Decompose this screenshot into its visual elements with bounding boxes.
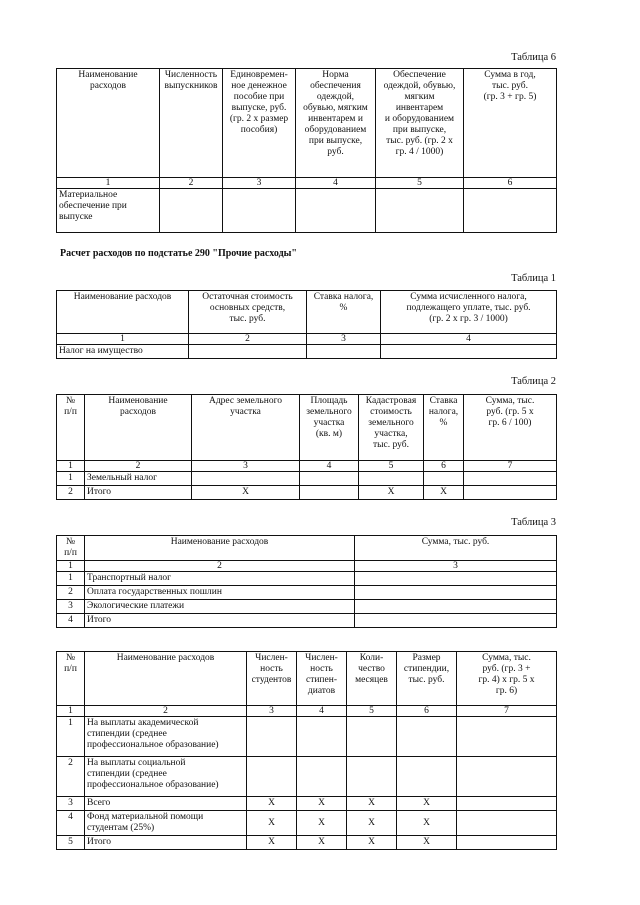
t2-cell <box>300 486 359 500</box>
t4-cell <box>347 757 397 797</box>
t2-num: 6 <box>424 461 464 472</box>
t4-cell <box>397 717 457 757</box>
t1-header-rate: Ставка налога, % <box>307 291 381 334</box>
t2-cell <box>359 472 424 486</box>
t1-cell <box>189 345 307 359</box>
t6-header-allowance: Единовремен- ное денежное пособие при выпуске, руб. (гр. 2 х размер пособия) <box>223 69 296 178</box>
t3-header-name: Наименование расходов <box>85 536 355 561</box>
t3-cell <box>355 572 557 586</box>
t2-cell <box>300 472 359 486</box>
t2-header-area: Площадь земельного участка (кв. м) <box>300 395 359 461</box>
t6-header-name: Наименование расходов <box>57 69 160 178</box>
t4-row-name: Фонд материальной помощи студентам (25%) <box>85 811 247 836</box>
t2-cell: X <box>424 486 464 500</box>
t1-num: 1 <box>57 334 189 345</box>
t3-cell <box>355 586 557 600</box>
t2-num: 4 <box>300 461 359 472</box>
t4-number-row <box>57 706 557 717</box>
t3-row-no: 1 <box>57 572 85 586</box>
t2-header-name: Наименование расходов <box>85 395 192 461</box>
t6-number-row <box>57 178 557 189</box>
t6-num: 3 <box>223 178 296 189</box>
table-row <box>57 345 557 359</box>
t4-cell: X <box>297 797 347 811</box>
t6-header-provision: Обеспечение одеждой, обувью, мягким инвентарем и оборудованием при выпуске, тыс. руб. (гр. 2 х гр. 4 / 1000) <box>376 69 464 178</box>
t4-cell: X <box>397 811 457 836</box>
t3-num: 2 <box>85 561 355 572</box>
t4-header-months: Коли- чество месяцев <box>347 652 397 706</box>
t4-cell <box>297 757 347 797</box>
table-row <box>57 717 557 757</box>
t4-cell: X <box>347 811 397 836</box>
table-6 <box>56 68 557 233</box>
t2-row-no: 2 <box>57 486 85 500</box>
t6-cell <box>464 189 557 233</box>
t1-row-name: Налог на имущество <box>57 345 189 359</box>
t3-row-no: 4 <box>57 614 85 628</box>
t2-cell <box>424 472 464 486</box>
t2-num: 5 <box>359 461 424 472</box>
t2-cell <box>192 472 300 486</box>
t4-cell <box>297 717 347 757</box>
t2-header-cadastral: Кадастровая стоимость земельного участка, тыс. руб. <box>359 395 424 461</box>
t3-row-name: Оплата государственных пошлин <box>85 586 355 600</box>
t3-cell <box>355 600 557 614</box>
table-row <box>57 811 557 836</box>
t2-num: 1 <box>57 461 85 472</box>
table-6-caption: Таблица 6 <box>511 52 556 63</box>
t1-header-sum: Сумма исчисленного налога, подлежащего уплате, тыс. руб. (гр. 2 х гр. 3 / 1000) <box>381 291 557 334</box>
t4-cell <box>247 757 297 797</box>
table-row <box>57 797 557 811</box>
table-row <box>57 836 557 850</box>
table-2 <box>56 394 557 500</box>
t3-row-name: Транспортный налог <box>85 572 355 586</box>
t6-num: 6 <box>464 178 557 189</box>
t4-header-stipend: Размер стипендии, тыс. руб. <box>397 652 457 706</box>
table-row <box>57 572 557 586</box>
t6-num: 1 <box>57 178 160 189</box>
t3-num: 3 <box>355 561 557 572</box>
t4-num: 4 <box>297 706 347 717</box>
t4-row-no: 1 <box>57 717 85 757</box>
t6-header-graduates: Численность выпускников <box>160 69 223 178</box>
table-3 <box>56 535 557 628</box>
t2-row-no: 1 <box>57 472 85 486</box>
t2-header-sum: Сумма, тыс. руб. (гр. 5 х гр. 6 / 100) <box>464 395 557 461</box>
t3-header-no: № п/п <box>57 536 85 561</box>
t4-cell: X <box>247 836 297 850</box>
t1-num: 3 <box>307 334 381 345</box>
t2-row-name: Земельный налог <box>85 472 192 486</box>
t3-number-row <box>57 561 557 572</box>
t4-header-name: Наименование расходов <box>85 652 247 706</box>
t4-cell <box>457 717 557 757</box>
t4-cell: X <box>297 836 347 850</box>
t4-cell <box>457 836 557 850</box>
t2-cell <box>464 486 557 500</box>
t4-cell <box>397 757 457 797</box>
t6-num: 4 <box>296 178 376 189</box>
t4-cell <box>457 757 557 797</box>
t2-number-row <box>57 461 557 472</box>
t2-num: 7 <box>464 461 557 472</box>
t3-row-no: 2 <box>57 586 85 600</box>
table-2-header-row <box>57 395 557 461</box>
t6-cell <box>160 189 223 233</box>
t1-num: 4 <box>381 334 557 345</box>
t4-num: 6 <box>397 706 457 717</box>
t1-number-row <box>57 334 557 345</box>
t6-header-norm: Норма обеспечения одеждой, обувью, мягким инвентарем и оборудованием при выпуске, руб. <box>296 69 376 178</box>
table-1-header-row <box>57 291 557 334</box>
t2-num: 3 <box>192 461 300 472</box>
t6-cell <box>223 189 296 233</box>
t2-cell: X <box>359 486 424 500</box>
t4-row-name: Итого <box>85 836 247 850</box>
t4-row-no: 5 <box>57 836 85 850</box>
table-4 <box>56 651 557 850</box>
t3-row-name: Экологические платежи <box>85 600 355 614</box>
t1-num: 2 <box>189 334 307 345</box>
t6-cell <box>296 189 376 233</box>
t4-cell <box>247 717 297 757</box>
t4-row-no: 3 <box>57 797 85 811</box>
t6-row-name: Материальное обеспечение при выпуске <box>57 189 160 233</box>
t4-cell: X <box>247 811 297 836</box>
t1-cell <box>381 345 557 359</box>
table-row <box>57 600 557 614</box>
t6-num: 5 <box>376 178 464 189</box>
t4-cell: X <box>397 797 457 811</box>
t4-cell: X <box>297 811 347 836</box>
table-row <box>57 486 557 500</box>
t3-header-sum: Сумма, тыс. руб. <box>355 536 557 561</box>
t6-header-sum: Сумма в год, тыс. руб. (гр. 3 + гр. 5) <box>464 69 557 178</box>
t4-header-no: № п/п <box>57 652 85 706</box>
t4-row-name: На выплаты академической стипендии (среднее профессиональное образование) <box>85 717 247 757</box>
t4-header-sum: Сумма, тыс. руб. (гр. 3 + гр. 4) х гр. 5 х гр. 6) <box>457 652 557 706</box>
t4-num: 5 <box>347 706 397 717</box>
table-1-caption: Таблица 1 <box>511 273 556 284</box>
t4-cell: X <box>397 836 457 850</box>
t3-num: 1 <box>57 561 85 572</box>
t3-row-name: Итого <box>85 614 355 628</box>
t2-header-address: Адрес земельного участка <box>192 395 300 461</box>
table-row <box>57 614 557 628</box>
t6-cell <box>376 189 464 233</box>
t4-row-name: Всего <box>85 797 247 811</box>
t4-cell: X <box>347 836 397 850</box>
t4-num: 3 <box>247 706 297 717</box>
table-3-caption: Таблица 3 <box>511 517 556 528</box>
table-row <box>57 586 557 600</box>
table-row <box>57 757 557 797</box>
t2-num: 2 <box>85 461 192 472</box>
table-1 <box>56 290 557 359</box>
section-title: Расчет расходов по подстатье 290 "Прочие расходы" <box>60 248 297 259</box>
t1-header-name: Наименование расходов <box>57 291 189 334</box>
table-row <box>57 189 557 233</box>
t4-cell: X <box>347 797 397 811</box>
t1-cell <box>307 345 381 359</box>
table-2-caption: Таблица 2 <box>511 376 556 387</box>
t2-cell <box>464 472 557 486</box>
table-3-header-row <box>57 536 557 561</box>
t4-header-students: Числен- ность студентов <box>247 652 297 706</box>
t4-cell <box>457 811 557 836</box>
t1-header-value: Остаточная стоимость основных средств, тыс. руб. <box>189 291 307 334</box>
table-row <box>57 472 557 486</box>
t4-cell <box>457 797 557 811</box>
t4-num: 1 <box>57 706 85 717</box>
t4-row-no: 2 <box>57 757 85 797</box>
t4-row-no: 4 <box>57 811 85 836</box>
t2-header-rate: Ставка налога, % <box>424 395 464 461</box>
t2-header-no: № п/п <box>57 395 85 461</box>
t3-cell <box>355 614 557 628</box>
t4-row-name: На выплаты социальной стипендии (среднее профессиональное образование) <box>85 757 247 797</box>
t4-num: 2 <box>85 706 247 717</box>
table-4-header-row <box>57 652 557 706</box>
t4-header-scholars: Числен- ность стипен- диатов <box>297 652 347 706</box>
t2-cell: X <box>192 486 300 500</box>
table-6-header-row <box>57 69 557 178</box>
t2-row-name: Итого <box>85 486 192 500</box>
t6-num: 2 <box>160 178 223 189</box>
t4-cell: X <box>247 797 297 811</box>
t3-row-no: 3 <box>57 600 85 614</box>
t4-cell <box>347 717 397 757</box>
t4-num: 7 <box>457 706 557 717</box>
